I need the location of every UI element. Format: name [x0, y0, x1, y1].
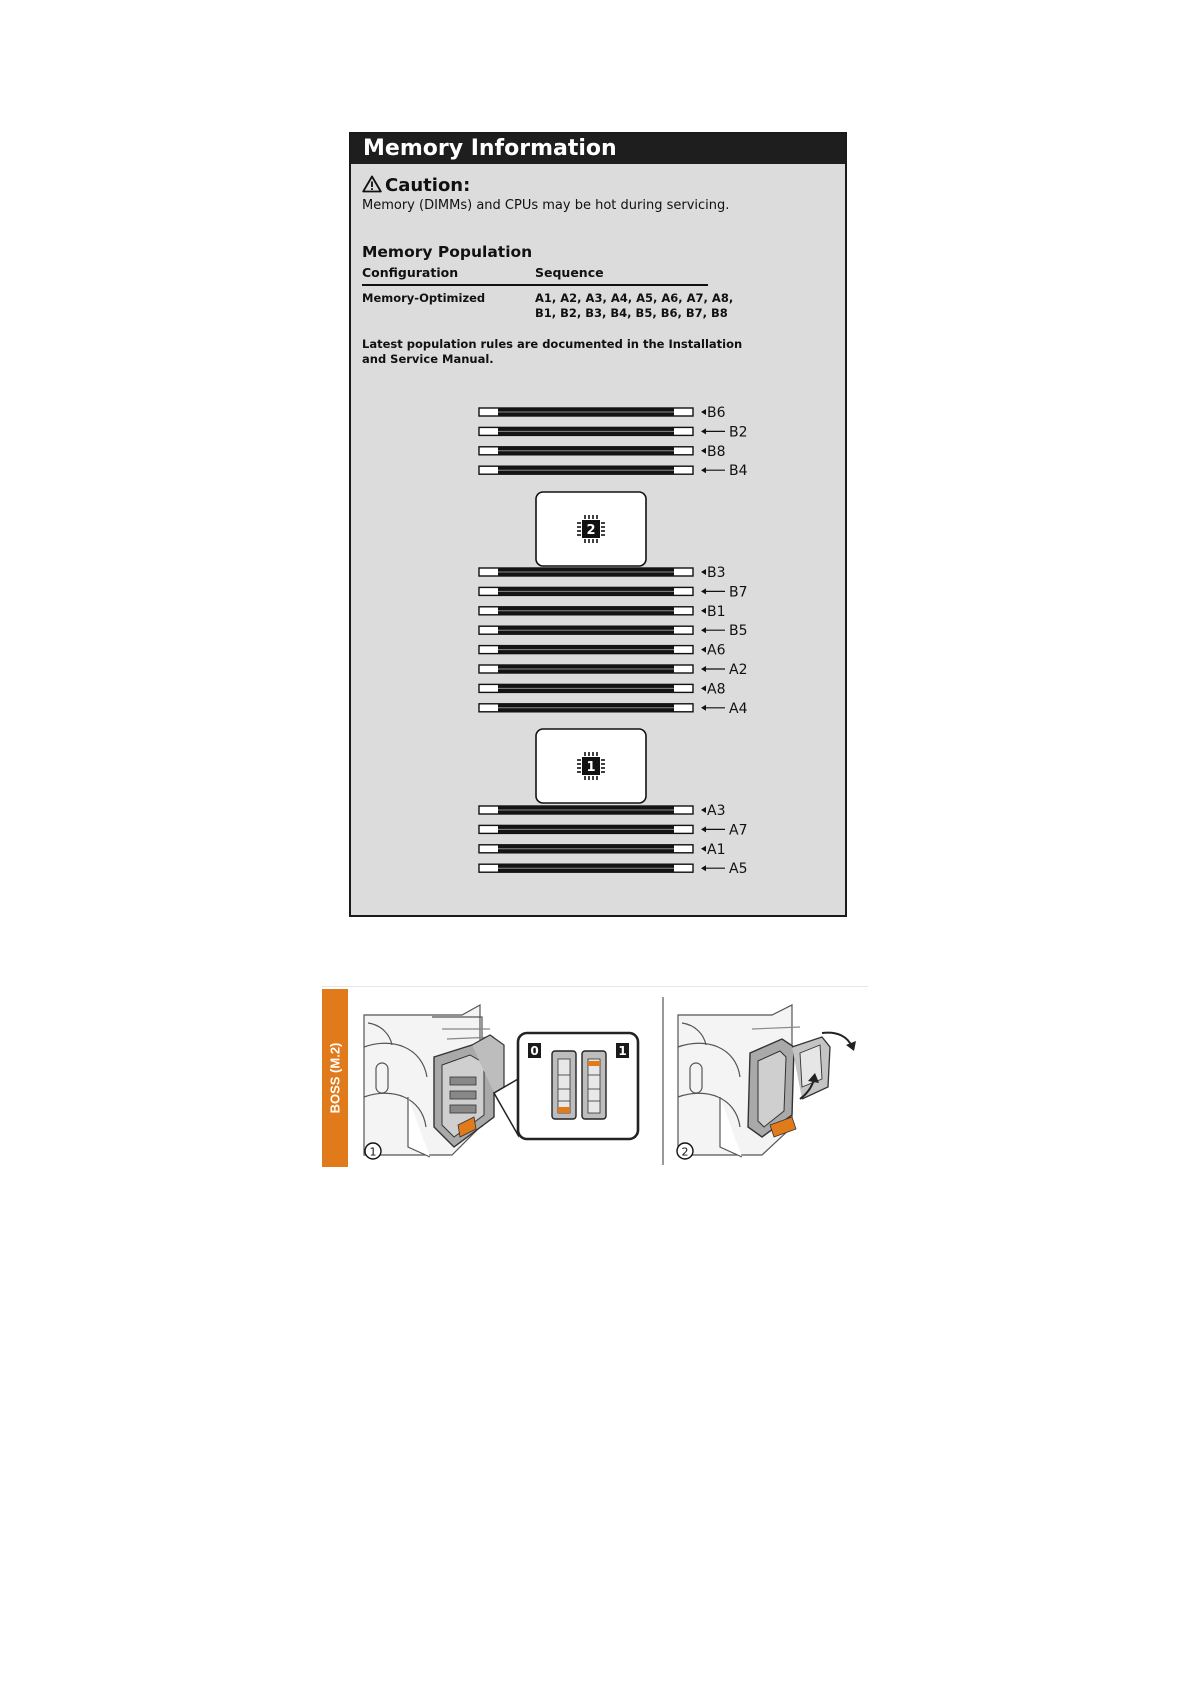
slot-label: A8 [707, 681, 726, 698]
row-configuration: Memory-Optimized [362, 291, 486, 305]
slot-0-label: 0 [530, 1044, 539, 1058]
boss-carrier-2-open [748, 1037, 830, 1137]
row-sequence-line-1: A1, A2, A3, A4, A5, A6, A7, A8, [535, 291, 734, 305]
dimm-slot-a8 [479, 681, 725, 697]
note-line-1: Latest population rules are documented in the Installation [362, 337, 743, 351]
slot-pointer-arrowhead [701, 409, 706, 415]
slot-label: A6 [707, 642, 726, 659]
boss-illustration [322, 987, 868, 1167]
slot-pointer-arrowhead [701, 448, 706, 454]
column-header-configuration: Configuration [362, 265, 459, 280]
slot-pointer-arrowhead [701, 666, 706, 672]
slot-label: A5 [729, 861, 748, 878]
dimm-slot-a1 [479, 842, 725, 858]
cpu-socket-1 [536, 729, 646, 803]
caution-text: Memory (DIMMs) and CPUs may be hot during servicing. [362, 198, 730, 213]
slot-label: B8 [707, 443, 726, 460]
slot-pointer-arrowhead [701, 608, 706, 614]
dimm-slot-a3 [479, 803, 725, 819]
slot-pointer-arrowhead [701, 428, 706, 434]
slot-label: B2 [729, 424, 748, 441]
slot-pointer-arrowhead [701, 826, 706, 832]
m2-slot-1 [582, 1051, 606, 1119]
slot-pointer-arrowhead [701, 647, 706, 653]
slot-label: B1 [707, 603, 726, 620]
slot-pointer-arrowhead [701, 865, 706, 871]
m2-slot-0 [552, 1051, 576, 1119]
cpu-socket-2 [536, 492, 646, 566]
dimm-slot-a4 [479, 701, 748, 717]
step-2-badge [677, 1143, 693, 1159]
slot-label: B6 [707, 405, 726, 421]
step-1-badge [365, 1143, 381, 1159]
dimm-slot-b6 [479, 405, 726, 421]
cpu-number: 2 [586, 523, 596, 538]
memory-information-panel [349, 132, 847, 917]
slot-pointer-arrowhead [701, 588, 706, 594]
cpu-number: 1 [586, 760, 596, 775]
slot-pointer-arrowhead [701, 846, 706, 852]
slot-pointer-arrowhead [701, 685, 706, 691]
step-1-number: 1 [369, 1145, 377, 1159]
dimm-slot-b5 [479, 623, 748, 639]
slot-label: B3 [707, 565, 726, 581]
slot-1-label: 1 [618, 1044, 627, 1058]
dimm-slot-a2 [479, 662, 747, 678]
dimm-slot-b1 [479, 604, 726, 620]
boss-label: BOSS (M.2) [327, 1042, 343, 1114]
dimm-slot-a6 [479, 643, 726, 659]
slot-pointer-arrowhead [701, 705, 706, 711]
dimm-slot-b4 [479, 463, 748, 479]
slot-label: A4 [729, 700, 748, 717]
slot-label: A7 [729, 822, 748, 839]
slot-pointer-arrowhead [701, 569, 706, 575]
slot-callout [518, 1033, 638, 1139]
dimm-slot-b2 [479, 424, 748, 440]
caution-title: Caution: [385, 175, 471, 196]
dimm-slot-a7 [479, 822, 747, 838]
slot-label: B4 [729, 463, 748, 480]
step-2-number: 2 [681, 1145, 689, 1159]
column-header-sequence: Sequence [535, 265, 604, 280]
slot-pointer-arrowhead [701, 627, 706, 633]
memory-population-title: Memory Population [362, 243, 533, 261]
slot-label: A3 [707, 803, 726, 819]
rotate-arrow-up-head [846, 1041, 856, 1051]
note-line-2: and Service Manual. [362, 352, 494, 366]
slot-label: B5 [729, 623, 748, 640]
slot-label: A1 [707, 841, 726, 858]
slot-pointer-arrowhead [701, 467, 706, 473]
slot-label: B7 [729, 584, 748, 601]
dimm-slot-b8 [479, 444, 726, 460]
slot-label: A2 [729, 662, 748, 678]
memory-information-title: Memory Information [351, 134, 845, 164]
dimm-slot-b7 [479, 584, 748, 600]
dimm-slot-b3 [479, 565, 726, 581]
dimm-slot-a5 [479, 861, 747, 877]
slot-pointer-arrowhead [701, 807, 706, 813]
row-sequence-line-2: B1, B2, B3, B4, B5, B6, B7, B8 [535, 306, 728, 320]
boss-m2-panel [322, 986, 868, 1167]
dimm-layout-diagram [351, 134, 845, 915]
